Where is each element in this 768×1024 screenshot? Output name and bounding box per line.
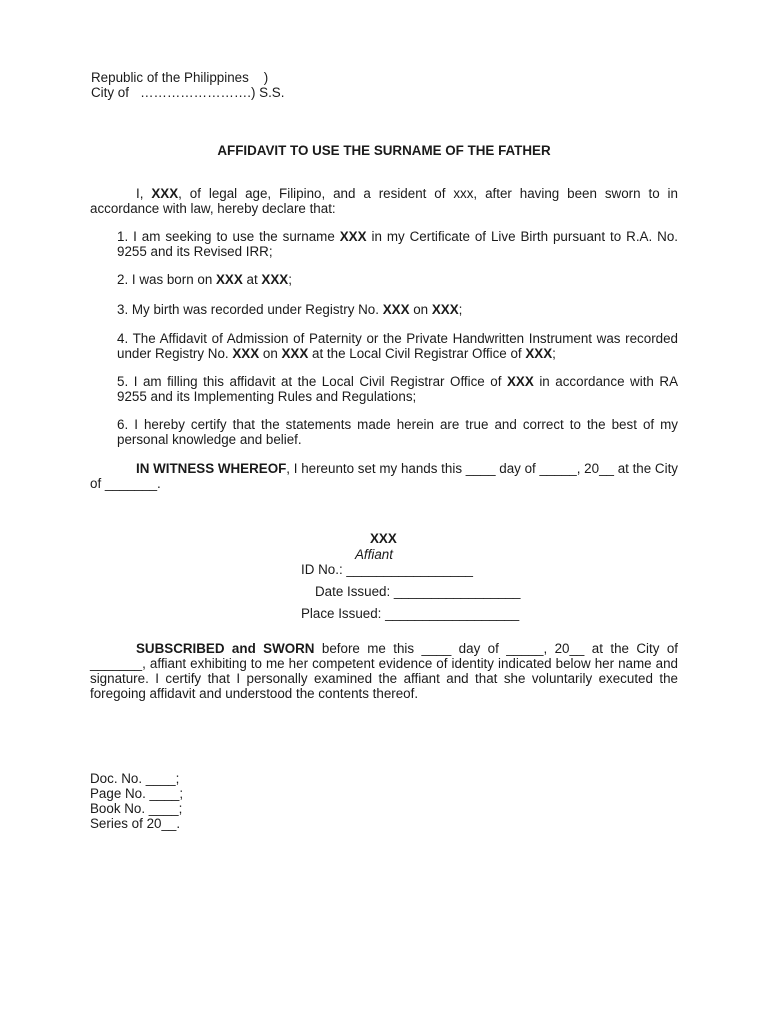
declaration-item-2: 2. I was born on XXX at XXX; (117, 272, 292, 287)
declaration-item-6: 6. I hereby certify that the statements made herein are true and correct to the best of my personal knowledge and belief. (117, 417, 678, 447)
intro-text-pre: I, (136, 186, 152, 201)
declaration-item-5: 5. I am filling this affidavit at the Local Civil Registrar Office of XXX in accordance with RA 9255 and its Implementing Rules and Regulations; (117, 374, 678, 404)
venue-republic: Republic of the Philippines ) (91, 70, 269, 85)
declaration-item-3: 3. My birth was recorded under Registry No. XXX on XXX; (117, 302, 463, 317)
id-number-field: ID No.: _________________ (301, 562, 473, 577)
affiant-label: Affiant (355, 547, 393, 562)
intro-paragraph (90, 186, 678, 216)
affiant-signature-name: XXX (370, 531, 397, 546)
jurat-paragraph: SUBSCRIBED and SWORN before me this ____ day of _____, 20__ at the City of _______, affiant exhibiting to me her competent evidence of identity indicated below her name and signature. I certify that I personally examined the affiant and that she voluntarily executed the foregoing affidavit and understood the contents thereof. (90, 641, 678, 701)
book-no: Book No. ____; (90, 801, 183, 816)
declaration-item-1: 1. I am seeking to use the surname XXX in my Certificate of Live Birth pursuant to R.A. No. 9255 and its Revised IRR; (117, 229, 678, 259)
series-year: Series of 20__. (90, 816, 181, 831)
declaration-item-4: 4. The Affidavit of Admission of Paternity or the Private Handwritten Instrument was recorded under Registry No. XXX on XXX at the Local Civil Registrar Office of XXX; (117, 331, 678, 361)
date-issued-field: Date Issued: _________________ (315, 584, 521, 599)
place-issued-field: Place Issued: __________________ (301, 606, 520, 621)
doc-no: Doc. No. ____; (90, 771, 180, 786)
affiant-name-placeholder: XXX (151, 186, 179, 201)
intro-text-post: , of legal age, Filipino, and a resident of xxx, after having been sworn to in accordance with law, hereby declare that: (90, 186, 678, 216)
document-title: AFFIDAVIT TO USE THE SURNAME OF THE FATHER (217, 143, 551, 158)
venue-city: City of …………………….) S.S. (91, 85, 285, 100)
page-no: Page No. ____; (90, 786, 184, 801)
witness-clause: IN WITNESS WHEREOF, I hereunto set my hands this ____ day of _____, 20__ at the City of _______. (90, 461, 678, 491)
